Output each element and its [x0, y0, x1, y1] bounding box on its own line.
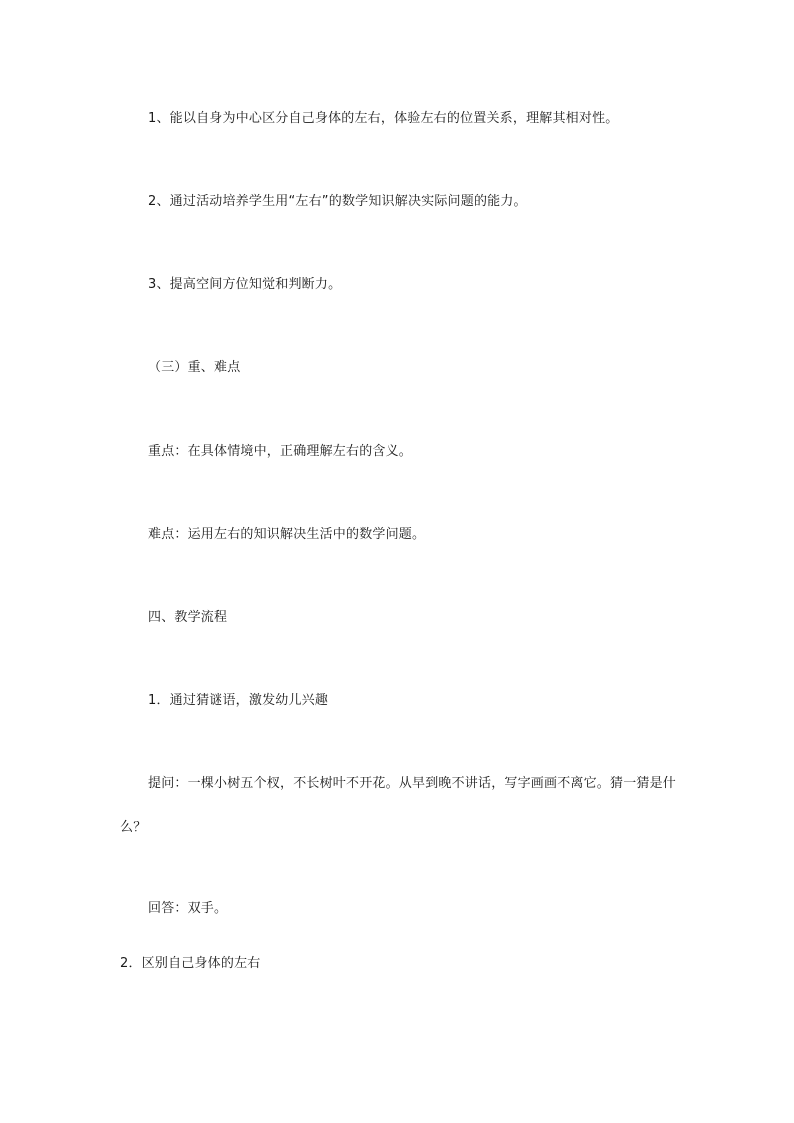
riddle-question: 提问：一棵小树五个杈，不长树叶不开花。从早到晚不讲话，写字画画不离它。猜一猜是什么？: [120, 776, 677, 835]
riddle-answer: 回答：双手。: [148, 901, 228, 916]
step-1-heading: 1．通过猜谜语，激发幼儿兴趣: [148, 693, 329, 708]
step-2-heading: 2．区别自己身体的左右: [120, 956, 261, 971]
objective-2: 2、通过活动培养学生用“左右”的数学知识解决实际问题的能力。: [148, 194, 527, 209]
key-point: 重点：在具体情境中，正确理解左右的含义。: [148, 444, 413, 459]
section-heading-key-points: （三）重、难点: [148, 360, 241, 375]
section-heading-teaching-process: 四、教学流程: [148, 610, 228, 625]
objective-3: 3、提高空间方位知觉和判断力。: [148, 277, 342, 292]
objective-1: 1、能以自身为中心区分自己身体的左右，体验左右的位置关系，理解其相对性。: [148, 111, 619, 126]
difficult-point: 难点：运用左右的知识解决生活中的数学问题。: [148, 527, 426, 542]
